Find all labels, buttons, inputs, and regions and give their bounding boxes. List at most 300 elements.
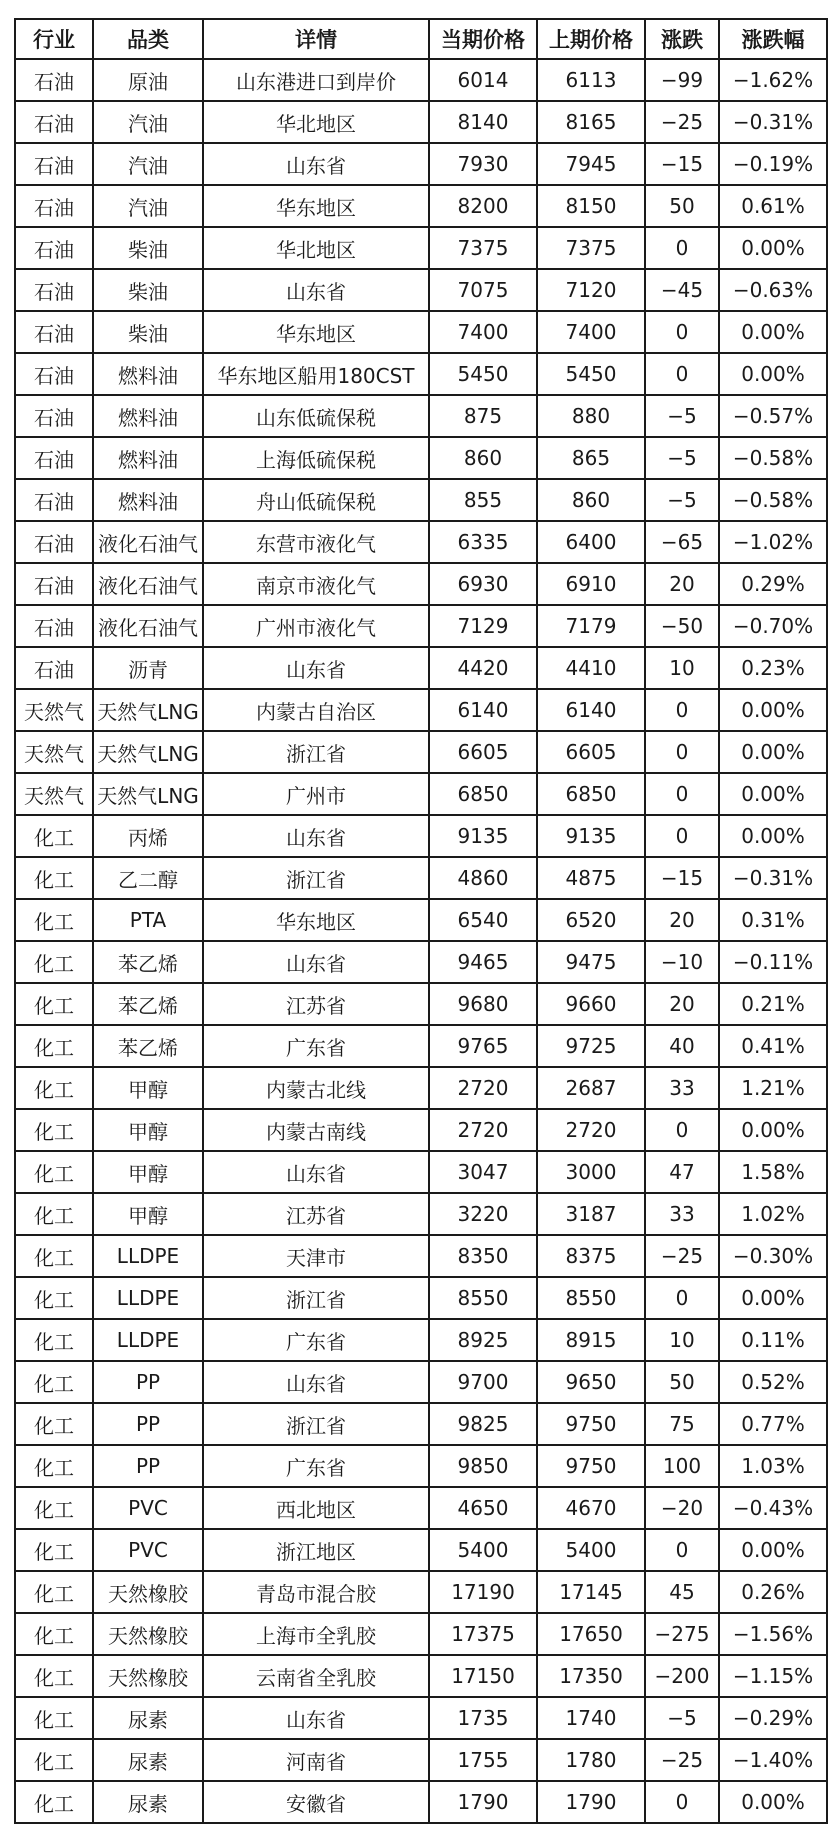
cell-current-price: 4420 (429, 647, 537, 689)
cell-category: 燃料油 (93, 353, 203, 395)
table-row (15, 1277, 827, 1319)
cell-industry: 石油 (15, 605, 93, 647)
cell-change: −15 (645, 143, 719, 185)
cell-change: −65 (645, 521, 719, 563)
table-row (15, 521, 827, 563)
cell-change: −15 (645, 857, 719, 899)
cell-change-percent: −1.02% (719, 521, 827, 563)
table-row (15, 1403, 827, 1445)
cell-category: 液化石油气 (93, 605, 203, 647)
cell-change: 33 (645, 1067, 719, 1109)
cell-industry: 天然气 (15, 731, 93, 773)
cell-detail: 东营市液化气 (203, 521, 429, 563)
cell-industry: 化工 (15, 1403, 93, 1445)
cell-category: 乙二醇 (93, 857, 203, 899)
cell-detail: 浙江地区 (203, 1529, 429, 1571)
cell-current-price: 9850 (429, 1445, 537, 1487)
cell-industry: 化工 (15, 941, 93, 983)
cell-change: −200 (645, 1655, 719, 1697)
cell-current-price: 4650 (429, 1487, 537, 1529)
cell-current-price: 9825 (429, 1403, 537, 1445)
cell-change-percent: 0.00% (719, 1109, 827, 1151)
cell-detail: 广东省 (203, 1319, 429, 1361)
table-row (15, 227, 827, 269)
cell-change-percent: −0.58% (719, 437, 827, 479)
cell-previous-price: 8915 (537, 1319, 645, 1361)
cell-detail: 江苏省 (203, 983, 429, 1025)
cell-change: −10 (645, 941, 719, 983)
cell-previous-price: 9135 (537, 815, 645, 857)
cell-previous-price: 3187 (537, 1193, 645, 1235)
cell-change-percent: 0.00% (719, 815, 827, 857)
cell-industry: 化工 (15, 1025, 93, 1067)
cell-industry: 化工 (15, 1697, 93, 1739)
table-row (15, 605, 827, 647)
cell-previous-price: 8150 (537, 185, 645, 227)
table-header-row (15, 19, 827, 59)
table-row (15, 1487, 827, 1529)
cell-category: 液化石油气 (93, 563, 203, 605)
cell-change: 0 (645, 773, 719, 815)
cell-change: 20 (645, 983, 719, 1025)
cell-change: 0 (645, 1781, 719, 1823)
cell-category: 原油 (93, 59, 203, 101)
cell-change-percent: 1.21% (719, 1067, 827, 1109)
cell-change: 0 (645, 227, 719, 269)
table-row (15, 1739, 827, 1781)
cell-previous-price: 9750 (537, 1403, 645, 1445)
cell-industry: 化工 (15, 1655, 93, 1697)
cell-detail: 内蒙古北线 (203, 1067, 429, 1109)
cell-change-percent: 0.23% (719, 647, 827, 689)
cell-industry: 石油 (15, 59, 93, 101)
cell-change: 0 (645, 1109, 719, 1151)
cell-industry: 化工 (15, 1235, 93, 1277)
cell-change: 0 (645, 1277, 719, 1319)
cell-industry: 化工 (15, 1781, 93, 1823)
cell-change: −50 (645, 605, 719, 647)
cell-industry: 石油 (15, 563, 93, 605)
cell-previous-price: 2720 (537, 1109, 645, 1151)
cell-current-price: 875 (429, 395, 537, 437)
cell-detail: 舟山低硫保税 (203, 479, 429, 521)
cell-change-percent: −0.31% (719, 101, 827, 143)
cell-change: 10 (645, 647, 719, 689)
cell-previous-price: 7120 (537, 269, 645, 311)
cell-change-percent: 0.61% (719, 185, 827, 227)
cell-detail: 浙江省 (203, 857, 429, 899)
cell-change: −5 (645, 437, 719, 479)
cell-industry: 石油 (15, 395, 93, 437)
cell-change: 0 (645, 731, 719, 773)
cell-detail: 华北地区 (203, 227, 429, 269)
cell-change-percent: −0.63% (719, 269, 827, 311)
cell-industry: 化工 (15, 1445, 93, 1487)
cell-change-percent: 0.00% (719, 689, 827, 731)
table-row (15, 1151, 827, 1193)
cell-detail: 南京市液化气 (203, 563, 429, 605)
cell-industry: 石油 (15, 227, 93, 269)
cell-change-percent: 0.00% (719, 731, 827, 773)
cell-previous-price: 6113 (537, 59, 645, 101)
cell-category: 燃料油 (93, 479, 203, 521)
cell-current-price: 8925 (429, 1319, 537, 1361)
cell-current-price: 9680 (429, 983, 537, 1025)
cell-previous-price: 9660 (537, 983, 645, 1025)
cell-industry: 石油 (15, 437, 93, 479)
table-row (15, 185, 827, 227)
cell-industry: 化工 (15, 1277, 93, 1319)
cell-industry: 化工 (15, 815, 93, 857)
cell-change: 20 (645, 563, 719, 605)
cell-previous-price: 865 (537, 437, 645, 479)
table-row (15, 1697, 827, 1739)
cell-previous-price: 7375 (537, 227, 645, 269)
cell-category: 天然橡胶 (93, 1655, 203, 1697)
cell-change: 10 (645, 1319, 719, 1361)
cell-detail: 华东地区 (203, 311, 429, 353)
cell-industry: 化工 (15, 1109, 93, 1151)
cell-industry: 化工 (15, 1739, 93, 1781)
cell-change: 0 (645, 815, 719, 857)
cell-previous-price: 4875 (537, 857, 645, 899)
cell-detail: 华东地区 (203, 899, 429, 941)
table-row (15, 731, 827, 773)
cell-category: 汽油 (93, 101, 203, 143)
cell-industry: 化工 (15, 1529, 93, 1571)
cell-industry: 石油 (15, 479, 93, 521)
table-row (15, 1235, 827, 1277)
cell-previous-price: 9475 (537, 941, 645, 983)
cell-change: 0 (645, 353, 719, 395)
cell-change-percent: 0.29% (719, 563, 827, 605)
cell-change-percent: −0.43% (719, 1487, 827, 1529)
table-row (15, 353, 827, 395)
cell-category: LLDPE (93, 1277, 203, 1319)
cell-change: 0 (645, 1529, 719, 1571)
cell-change-percent: 0.00% (719, 773, 827, 815)
table-row (15, 1109, 827, 1151)
cell-previous-price: 9750 (537, 1445, 645, 1487)
cell-industry: 化工 (15, 857, 93, 899)
cell-change: −45 (645, 269, 719, 311)
cell-change: 75 (645, 1403, 719, 1445)
cell-current-price: 6850 (429, 773, 537, 815)
price-table (14, 18, 828, 1824)
cell-detail: 山东省 (203, 1361, 429, 1403)
cell-previous-price: 7400 (537, 311, 645, 353)
cell-previous-price: 860 (537, 479, 645, 521)
cell-previous-price: 6400 (537, 521, 645, 563)
cell-detail: 山东省 (203, 647, 429, 689)
cell-industry: 化工 (15, 1151, 93, 1193)
cell-change-percent: 0.52% (719, 1361, 827, 1403)
table-row (15, 479, 827, 521)
cell-detail: 华东地区船用180CST (203, 353, 429, 395)
cell-current-price: 1755 (429, 1739, 537, 1781)
cell-current-price: 4860 (429, 857, 537, 899)
cell-previous-price: 1790 (537, 1781, 645, 1823)
cell-change: 40 (645, 1025, 719, 1067)
cell-category: 燃料油 (93, 395, 203, 437)
cell-current-price: 6930 (429, 563, 537, 605)
cell-current-price: 9135 (429, 815, 537, 857)
cell-previous-price: 6850 (537, 773, 645, 815)
table-row (15, 311, 827, 353)
header-previous-price: 上期价格 (537, 19, 645, 59)
cell-change: −99 (645, 59, 719, 101)
cell-change-percent: 1.58% (719, 1151, 827, 1193)
cell-current-price: 6605 (429, 731, 537, 773)
cell-industry: 石油 (15, 143, 93, 185)
cell-change-percent: 0.26% (719, 1571, 827, 1613)
cell-category: 柴油 (93, 269, 203, 311)
cell-detail: 浙江省 (203, 1277, 429, 1319)
cell-industry: 化工 (15, 899, 93, 941)
cell-current-price: 2720 (429, 1067, 537, 1109)
cell-change-percent: −1.56% (719, 1613, 827, 1655)
cell-change-percent: 0.00% (719, 353, 827, 395)
cell-category: PP (93, 1445, 203, 1487)
cell-previous-price: 17145 (537, 1571, 645, 1613)
cell-current-price: 7930 (429, 143, 537, 185)
table-row (15, 395, 827, 437)
table-row (15, 1529, 827, 1571)
cell-industry: 石油 (15, 269, 93, 311)
cell-category: 甲醇 (93, 1193, 203, 1235)
cell-current-price: 17150 (429, 1655, 537, 1697)
cell-industry: 天然气 (15, 689, 93, 731)
cell-change: 0 (645, 311, 719, 353)
table-row (15, 1319, 827, 1361)
cell-category: 沥青 (93, 647, 203, 689)
cell-previous-price: 6140 (537, 689, 645, 731)
table-row (15, 1613, 827, 1655)
cell-detail: 西北地区 (203, 1487, 429, 1529)
cell-change-percent: −0.57% (719, 395, 827, 437)
cell-change: 50 (645, 185, 719, 227)
cell-current-price: 3047 (429, 1151, 537, 1193)
cell-detail: 广东省 (203, 1445, 429, 1487)
cell-change: 50 (645, 1361, 719, 1403)
cell-current-price: 8200 (429, 185, 537, 227)
cell-detail: 内蒙古南线 (203, 1109, 429, 1151)
header-industry: 行业 (15, 19, 93, 59)
cell-current-price: 9465 (429, 941, 537, 983)
table-row (15, 101, 827, 143)
cell-change-percent: 0.31% (719, 899, 827, 941)
cell-category: 汽油 (93, 185, 203, 227)
cell-current-price: 17375 (429, 1613, 537, 1655)
header-change-percent: 涨跌幅 (719, 19, 827, 59)
cell-previous-price: 6910 (537, 563, 645, 605)
cell-current-price: 6014 (429, 59, 537, 101)
cell-current-price: 9765 (429, 1025, 537, 1067)
header-current-price: 当期价格 (429, 19, 537, 59)
cell-detail: 广东省 (203, 1025, 429, 1067)
cell-industry: 石油 (15, 521, 93, 563)
cell-previous-price: 5400 (537, 1529, 645, 1571)
table-row (15, 899, 827, 941)
cell-current-price: 8350 (429, 1235, 537, 1277)
table-row (15, 269, 827, 311)
cell-current-price: 7375 (429, 227, 537, 269)
cell-change-percent: 0.41% (719, 1025, 827, 1067)
cell-current-price: 860 (429, 437, 537, 479)
table-row (15, 1025, 827, 1067)
cell-current-price: 8140 (429, 101, 537, 143)
cell-detail: 山东低硫保税 (203, 395, 429, 437)
cell-detail: 山东省 (203, 1697, 429, 1739)
cell-category: 尿素 (93, 1739, 203, 1781)
cell-current-price: 17190 (429, 1571, 537, 1613)
cell-industry: 化工 (15, 1193, 93, 1235)
cell-detail: 山东省 (203, 143, 429, 185)
cell-change-percent: 1.02% (719, 1193, 827, 1235)
cell-industry: 石油 (15, 353, 93, 395)
cell-industry: 化工 (15, 1361, 93, 1403)
cell-industry: 化工 (15, 1613, 93, 1655)
cell-current-price: 6140 (429, 689, 537, 731)
cell-current-price: 2720 (429, 1109, 537, 1151)
cell-industry: 石油 (15, 647, 93, 689)
cell-current-price: 7129 (429, 605, 537, 647)
cell-detail: 山东省 (203, 815, 429, 857)
cell-change: 33 (645, 1193, 719, 1235)
cell-previous-price: 8375 (537, 1235, 645, 1277)
cell-industry: 石油 (15, 101, 93, 143)
cell-industry: 天然气 (15, 773, 93, 815)
cell-detail: 浙江省 (203, 1403, 429, 1445)
cell-category: 甲醇 (93, 1109, 203, 1151)
cell-previous-price: 17650 (537, 1613, 645, 1655)
cell-category: 柴油 (93, 311, 203, 353)
cell-current-price: 1735 (429, 1697, 537, 1739)
cell-previous-price: 7179 (537, 605, 645, 647)
cell-category: LLDPE (93, 1319, 203, 1361)
cell-change-percent: −0.19% (719, 143, 827, 185)
cell-industry: 石油 (15, 311, 93, 353)
cell-change-percent: −0.70% (719, 605, 827, 647)
cell-category: 天然气LNG (93, 689, 203, 731)
cell-category: 液化石油气 (93, 521, 203, 563)
table-row (15, 689, 827, 731)
cell-change-percent: 0.11% (719, 1319, 827, 1361)
table-row (15, 143, 827, 185)
cell-previous-price: 2687 (537, 1067, 645, 1109)
cell-previous-price: 880 (537, 395, 645, 437)
cell-previous-price: 5450 (537, 353, 645, 395)
cell-industry: 石油 (15, 185, 93, 227)
cell-detail: 华北地区 (203, 101, 429, 143)
table-row (15, 1445, 827, 1487)
cell-change: 47 (645, 1151, 719, 1193)
cell-category: PTA (93, 899, 203, 941)
cell-category: LLDPE (93, 1235, 203, 1277)
cell-industry: 化工 (15, 1067, 93, 1109)
cell-detail: 河南省 (203, 1739, 429, 1781)
cell-detail: 山东省 (203, 1151, 429, 1193)
cell-change-percent: −0.30% (719, 1235, 827, 1277)
table-row (15, 773, 827, 815)
cell-previous-price: 17350 (537, 1655, 645, 1697)
cell-detail: 上海市全乳胶 (203, 1613, 429, 1655)
table-row (15, 815, 827, 857)
cell-change: −5 (645, 1697, 719, 1739)
cell-change: 100 (645, 1445, 719, 1487)
cell-change: −275 (645, 1613, 719, 1655)
cell-category: 甲醇 (93, 1067, 203, 1109)
table-row (15, 1781, 827, 1823)
table-row (15, 1193, 827, 1235)
cell-category: PVC (93, 1529, 203, 1571)
header-change: 涨跌 (645, 19, 719, 59)
cell-current-price: 5400 (429, 1529, 537, 1571)
cell-change: −25 (645, 1739, 719, 1781)
cell-current-price: 5450 (429, 353, 537, 395)
cell-industry: 化工 (15, 1571, 93, 1613)
cell-change-percent: 0.77% (719, 1403, 827, 1445)
cell-current-price: 8550 (429, 1277, 537, 1319)
cell-previous-price: 1740 (537, 1697, 645, 1739)
cell-change-percent: −0.29% (719, 1697, 827, 1739)
cell-change-percent: 0.00% (719, 311, 827, 353)
cell-current-price: 7400 (429, 311, 537, 353)
cell-detail: 上海低硫保税 (203, 437, 429, 479)
cell-change-percent: 0.00% (719, 1277, 827, 1319)
cell-category: 苯乙烯 (93, 941, 203, 983)
cell-category: 天然气LNG (93, 773, 203, 815)
cell-detail: 山东港进口到岸价 (203, 59, 429, 101)
cell-change-percent: −1.62% (719, 59, 827, 101)
header-category: 品类 (93, 19, 203, 59)
cell-change: −5 (645, 395, 719, 437)
cell-category: 甲醇 (93, 1151, 203, 1193)
cell-current-price: 7075 (429, 269, 537, 311)
cell-detail: 江苏省 (203, 1193, 429, 1235)
cell-change-percent: 0.00% (719, 1781, 827, 1823)
table-row (15, 983, 827, 1025)
cell-detail: 广州市液化气 (203, 605, 429, 647)
cell-detail: 山东省 (203, 269, 429, 311)
table-row (15, 1571, 827, 1613)
cell-current-price: 3220 (429, 1193, 537, 1235)
cell-category: 天然橡胶 (93, 1613, 203, 1655)
cell-change: −25 (645, 1235, 719, 1277)
cell-previous-price: 9725 (537, 1025, 645, 1067)
cell-category: 丙烯 (93, 815, 203, 857)
cell-category: 汽油 (93, 143, 203, 185)
cell-change-percent: −0.58% (719, 479, 827, 521)
cell-change: −25 (645, 101, 719, 143)
cell-previous-price: 4670 (537, 1487, 645, 1529)
cell-previous-price: 1780 (537, 1739, 645, 1781)
table-row (15, 647, 827, 689)
cell-industry: 化工 (15, 983, 93, 1025)
cell-change-percent: −0.11% (719, 941, 827, 983)
cell-detail: 青岛市混合胶 (203, 1571, 429, 1613)
table-row (15, 437, 827, 479)
cell-current-price: 1790 (429, 1781, 537, 1823)
cell-previous-price: 8165 (537, 101, 645, 143)
table-row (15, 857, 827, 899)
table-row (15, 1067, 827, 1109)
cell-detail: 山东省 (203, 941, 429, 983)
cell-previous-price: 7945 (537, 143, 645, 185)
header-detail: 详情 (203, 19, 429, 59)
cell-detail: 天津市 (203, 1235, 429, 1277)
table-row (15, 941, 827, 983)
